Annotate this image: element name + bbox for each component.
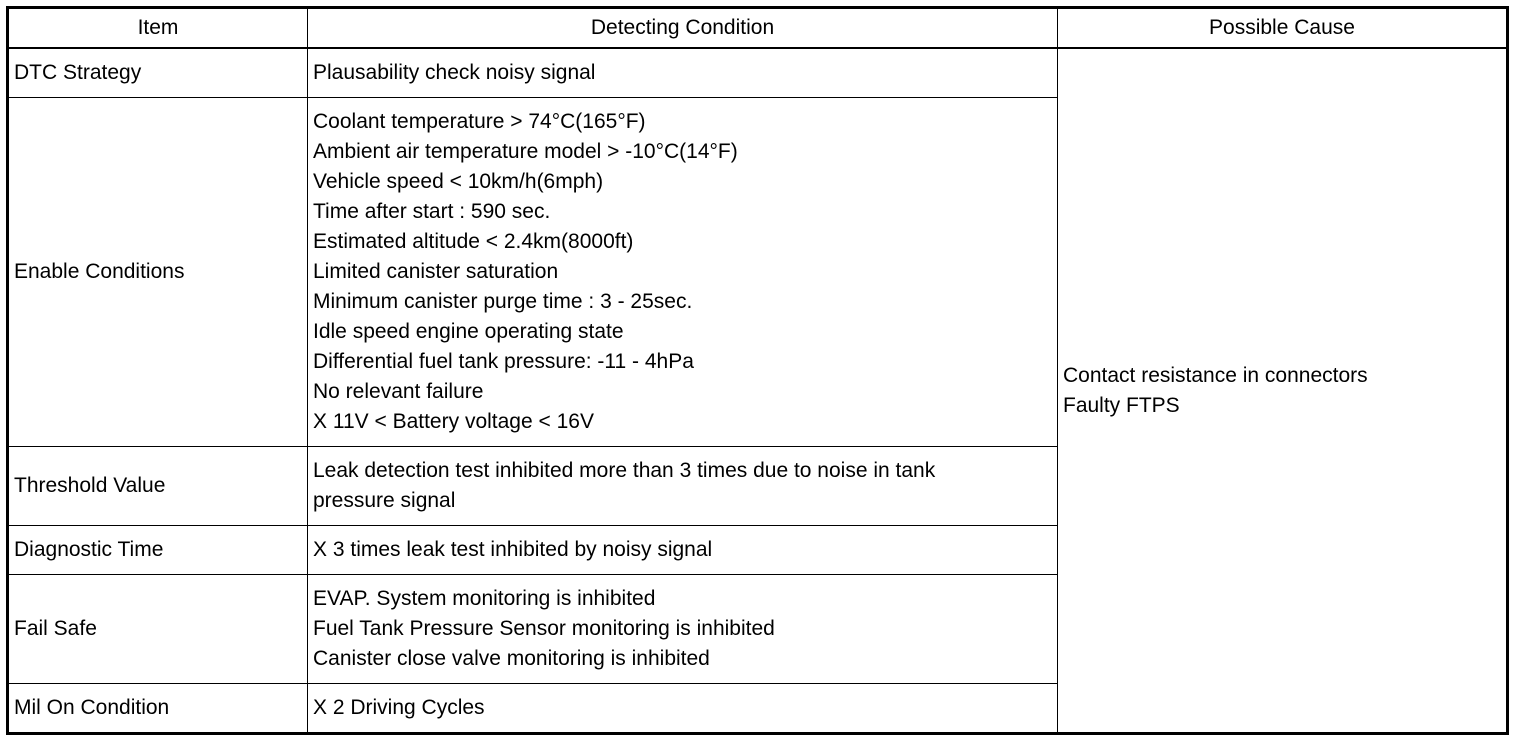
item-cell: DTC Strategy xyxy=(8,48,308,98)
condition-line: X 2 Driving Cycles xyxy=(313,696,485,719)
item-cell: Fail Safe xyxy=(8,575,308,684)
condition-line: No relevant failure xyxy=(313,380,484,403)
condition-cell xyxy=(308,575,1058,684)
condition-line: Differential fuel tank pressure: -11 - 4hPa xyxy=(313,350,694,373)
condition-line: Fuel Tank Pressure Sensor monitoring is inhibited xyxy=(313,617,775,640)
table-row-dtc-strategy xyxy=(8,48,1508,98)
condition-line: EVAP. System monitoring is inhibited xyxy=(313,587,656,610)
dtc-table-container xyxy=(6,6,1509,735)
item-cell: Threshold Value xyxy=(8,447,308,526)
condition-cell xyxy=(308,447,1058,526)
cause-line: Faulty FTPS xyxy=(1063,393,1180,417)
condition-line: Leak detection test inhibited more than 3 times due to noise in tank pressure signal xyxy=(313,459,936,512)
condition-line: Estimated altitude < 2.4km(8000ft) xyxy=(313,230,634,253)
condition-line: X 11V < Battery voltage < 16V xyxy=(313,410,594,433)
condition-cell xyxy=(308,526,1058,575)
cause-line: Contact resistance in connectors xyxy=(1063,363,1368,387)
condition-line: Coolant temperature > 74°C(165°F) xyxy=(313,110,646,133)
condition-line: Idle speed engine operating state xyxy=(313,320,624,343)
item-cell: Diagnostic Time xyxy=(8,526,308,575)
header-possible-cause: Possible Cause xyxy=(1058,8,1508,49)
condition-cell xyxy=(308,684,1058,734)
condition-line: Canister close valve monitoring is inhibited xyxy=(313,647,710,670)
item-cell: Mil On Condition xyxy=(8,684,308,734)
header-item: Item xyxy=(8,8,308,49)
condition-line: Minimum canister purge time : 3 - 25sec. xyxy=(313,290,693,313)
header-detecting-condition: Detecting Condition xyxy=(308,8,1058,49)
condition-line: Plausability check noisy signal xyxy=(313,61,596,84)
condition-line: Limited canister saturation xyxy=(313,260,559,283)
condition-line: Time after start : 590 sec. xyxy=(313,200,551,223)
condition-cell xyxy=(308,98,1058,447)
condition-line: Vehicle speed < 10km/h(6mph) xyxy=(313,170,604,193)
dtc-table xyxy=(6,6,1509,735)
condition-line: Ambient air temperature model > -10°C(14°F) xyxy=(313,140,738,163)
item-cell: Enable Conditions xyxy=(8,98,308,447)
condition-line: X 3 times leak test inhibited by noisy signal xyxy=(313,538,713,561)
possible-cause-cell xyxy=(1058,48,1508,734)
condition-cell xyxy=(308,48,1058,98)
table-header-row xyxy=(8,8,1508,49)
